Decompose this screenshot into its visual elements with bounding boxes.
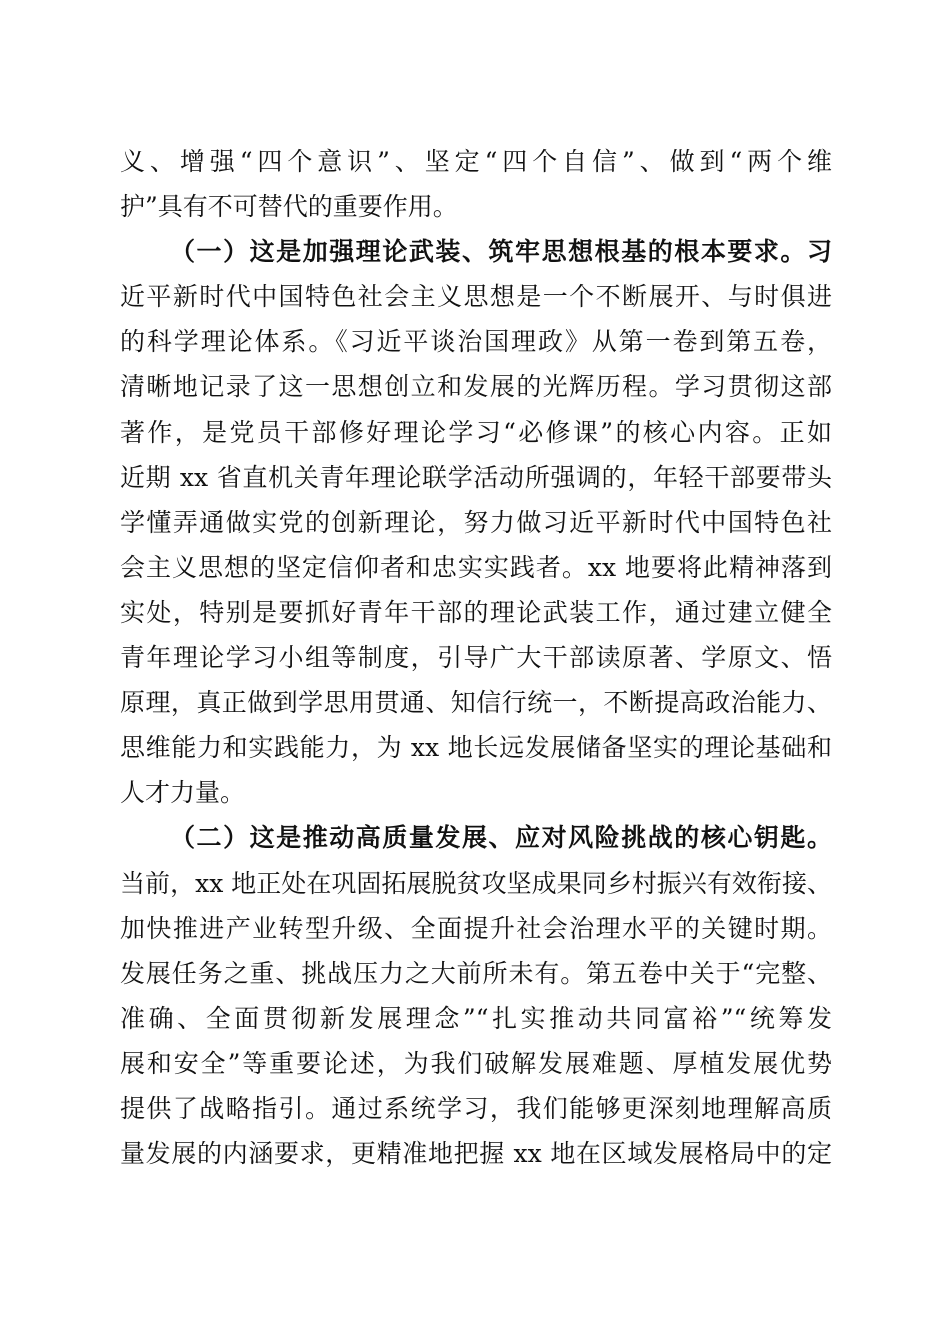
text-line: 近平新时代中国特色社会主义思想是一个不断展开、与时俱进 bbox=[120, 282, 832, 312]
text-line: 清晰地记录了这一思想创立和发展的光辉历程。学习贯彻这部 bbox=[120, 372, 832, 402]
text-line: 会主义思想的坚定信仰者和忠实实践者。xx 地要将此精神落到 bbox=[120, 552, 832, 582]
text-line: 量发展的内涵要求，更精准地把握 xx 地在区域发展格局中的定 bbox=[120, 1139, 832, 1169]
text-line: 人才力量。 bbox=[120, 778, 246, 808]
text-line: 当前，xx 地正处在巩固拓展脱贫攻坚成果同乡村振兴有效衔接、 bbox=[120, 868, 832, 898]
text-line: 准确、全面贯彻新发展理念”“扎实推动共同富裕”“统筹发 bbox=[120, 1003, 832, 1033]
section-two-heading: 这是推动高质量发展、应对风险挑战的核心钥匙。 bbox=[249, 823, 832, 853]
text-line: 义、增强“四个意识”、坚定“四个自信”、做到“两个维 bbox=[120, 147, 832, 176]
section-one-marker: （一） bbox=[170, 237, 250, 267]
text-line: 发展任务之重、挑战压力之大前所未有。第五卷中关于“完整、 bbox=[120, 958, 832, 988]
text-line: 近期 xx 省直机关青年理论联学活动所强调的，年轻干部要带头 bbox=[120, 462, 832, 492]
text-line: 学懂弄通做实党的创新理论，努力做习近平新时代中国特色社 bbox=[120, 507, 832, 537]
text-line: 青年理论学习小组等制度，引导广大干部读原著、学原文、悟 bbox=[120, 643, 832, 673]
text-line: 的科学理论体系。《习近平谈治国理政》从第一卷到第五卷， bbox=[120, 327, 832, 357]
text-line: 护”具有不可替代的重要作用。 bbox=[120, 192, 458, 222]
text-line: 思维能力和实践能力，为 xx 地长远发展储备坚实的理论基础和 bbox=[120, 733, 832, 763]
section-two-heading-line bbox=[120, 815, 832, 860]
text-line: 原理，真正做到学思用贯通、知信行统一，不断提高政治能力、 bbox=[120, 688, 832, 718]
text-line: 实处，特别是要抓好青年干部的理论武装工作，通过建立健全 bbox=[120, 597, 832, 627]
text-line: 提供了战略指引。通过系统学习，我们能够更深刻地理解高质 bbox=[120, 1093, 832, 1123]
text-line: 展和安全”等重要论述，为我们破解发展难题、厚植发展优势 bbox=[120, 1048, 832, 1078]
section-one-heading-line bbox=[120, 229, 832, 274]
text-line: 加快推进产业转型升级、全面提升社会治理水平的关键时期。 bbox=[120, 913, 832, 943]
text-line: 著作，是党员干部修好理论学习“必修课”的核心内容。正如 bbox=[120, 417, 832, 447]
body-text bbox=[120, 139, 832, 1176]
section-two-marker: （二） bbox=[170, 823, 250, 853]
section-one-heading: 这是加强理论武装、筑牢思想根基的根本要求。习 bbox=[249, 237, 832, 267]
